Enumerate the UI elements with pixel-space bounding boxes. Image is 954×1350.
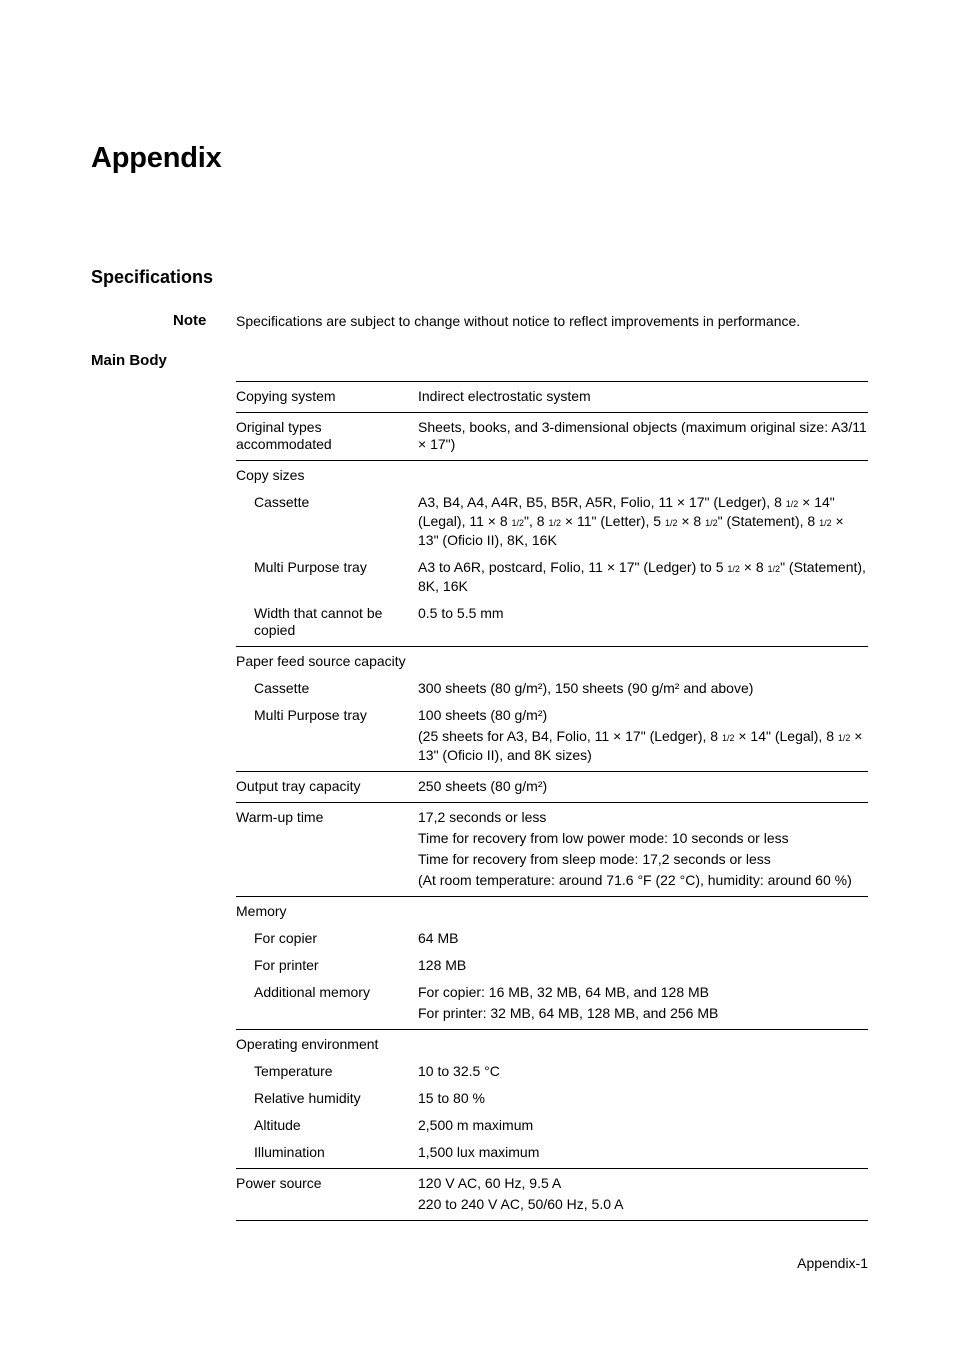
spec-label: Copying system <box>236 388 336 404</box>
spec-row <box>236 1033 868 1056</box>
spec-value: 0.5 to 5.5 mm <box>418 605 504 621</box>
spec-row <box>236 977 868 1025</box>
spec-sublabel: Relative humidity <box>254 1090 361 1106</box>
spec-value-line: 100 sheets (80 g/m²) <box>418 707 548 723</box>
spec-value: 10 to 32.5 °C <box>418 1063 500 1079</box>
spec-row <box>236 1056 868 1083</box>
spec-sublabel: Cassette <box>254 680 310 696</box>
spec-label: Paper feed source capacity <box>236 653 406 669</box>
spec-row <box>236 650 868 673</box>
spec-row <box>236 1137 868 1164</box>
spec-sublabel: Multi Purpose tray <box>254 707 367 723</box>
spec-value-line: (25 sheets for A3, B4, Folio, 11 × 17" (Ledger), 8 1/2 × 14" (Legal), 8 1/2 × 13" (Oficio II), and 8K sizes) <box>418 728 863 763</box>
spec-value-line: For printer: 32 MB, 64 MB, 128 MB, and 256 MB <box>418 1005 719 1021</box>
spec-value: Sheets, books, and 3-dimensional objects (maximum original size: A3/11 × 17") <box>418 419 867 452</box>
spec-group-warmup <box>236 802 868 896</box>
spec-value-line: (At room temperature: around 71.6 °F (22 °C), humidity: around 60 %) <box>418 872 852 888</box>
spec-sublabel: For printer <box>254 957 319 973</box>
spec-sublabel: Cassette <box>254 494 310 510</box>
spec-value-line: 120 V AC, 60 Hz, 9.5 A <box>418 1175 562 1191</box>
spec-sublabel: Width that cannot be copied <box>254 605 383 638</box>
spec-value: 250 sheets (80 g/m²) <box>418 778 548 794</box>
spec-row <box>236 487 868 552</box>
spec-label: Original types accommodated <box>236 419 332 452</box>
spec-group-paper-feed <box>236 646 868 771</box>
note-text: Specifications are subject to change without notice to reflect improvements in performance. <box>236 313 801 329</box>
spec-value: A3 to A6R, postcard, Folio, 11 × 17" (Ledger) to 5 1/2 × 8 1/2" (Statement), 8K, 16K <box>418 559 866 594</box>
spec-sublabel: Illumination <box>254 1144 325 1160</box>
spec-value-line: For copier: 16 MB, 32 MB, 64 MB, and 128 MB <box>418 984 710 1000</box>
spec-value-line: Time for recovery from sleep mode: 17,2 seconds or less <box>418 851 771 867</box>
spec-group-original-types <box>236 412 868 460</box>
spec-value: 128 MB <box>418 957 467 973</box>
spec-group-copying-system <box>236 382 868 412</box>
spec-row <box>236 552 868 598</box>
spec-row <box>236 598 868 642</box>
spec-label: Power source <box>236 1175 322 1191</box>
note-label: Note <box>173 312 207 329</box>
page-title: Appendix <box>91 142 222 174</box>
spec-row <box>236 1172 868 1216</box>
spec-label: Operating environment <box>236 1036 379 1052</box>
spec-sublabel: Temperature <box>254 1063 333 1079</box>
spec-value: A3, B4, A4, A4R, B5, B5R, A5R, Folio, 11 × 17" (Ledger), 8 1/2 × 14" (Legal), 11 × 8 1/2", 8 1/2 × 11" (Letter), 5 1/2 × 8 1/2" (Statement), 8 1/2 × 13" (Oficio II), 8K, 16K <box>418 494 844 548</box>
section-title: Specifications <box>91 267 214 287</box>
spec-row <box>236 1110 868 1137</box>
spec-row <box>236 900 868 923</box>
spec-row <box>236 385 868 408</box>
spec-label: Memory <box>236 903 287 919</box>
spec-value: 64 MB <box>418 930 459 946</box>
spec-group-memory <box>236 896 868 1029</box>
spec-row <box>236 1083 868 1110</box>
spec-group-environment <box>236 1029 868 1168</box>
spec-value: Indirect electrostatic system <box>418 388 591 404</box>
spec-group-copy-sizes <box>236 460 868 646</box>
spec-row <box>236 775 868 798</box>
subsection-title: Main Body <box>91 352 167 369</box>
spec-value-line: Time for recovery from low power mode: 10 seconds or less <box>418 830 789 846</box>
spec-table <box>236 381 868 1221</box>
spec-row <box>236 464 868 487</box>
spec-sublabel: For copier <box>254 930 318 946</box>
spec-label: Copy sizes <box>236 467 305 483</box>
spec-row <box>236 806 868 892</box>
spec-sublabel: Multi Purpose tray <box>254 559 367 575</box>
spec-value: 15 to 80 % <box>418 1090 485 1106</box>
spec-label: Warm-up time <box>236 809 324 825</box>
spec-row <box>236 950 868 977</box>
spec-value-line: 220 to 240 V AC, 50/60 Hz, 5.0 A <box>418 1196 624 1212</box>
spec-value-line: 17,2 seconds or less <box>418 809 547 825</box>
spec-label: Output tray capacity <box>236 778 361 794</box>
spec-value: 300 sheets (80 g/m²), 150 sheets (90 g/m² and above) <box>418 680 754 696</box>
page-footer: Appendix-1 <box>797 1255 868 1271</box>
spec-value: 1,500 lux maximum <box>418 1144 540 1160</box>
spec-sublabel: Additional memory <box>254 984 370 1000</box>
spec-group-output-tray <box>236 771 868 802</box>
spec-row <box>236 673 868 700</box>
spec-sublabel: Altitude <box>254 1117 301 1133</box>
spec-group-power <box>236 1168 868 1220</box>
spec-value: 2,500 m maximum <box>418 1117 534 1133</box>
spec-row <box>236 416 868 456</box>
spec-row <box>236 923 868 950</box>
spec-row <box>236 700 868 767</box>
